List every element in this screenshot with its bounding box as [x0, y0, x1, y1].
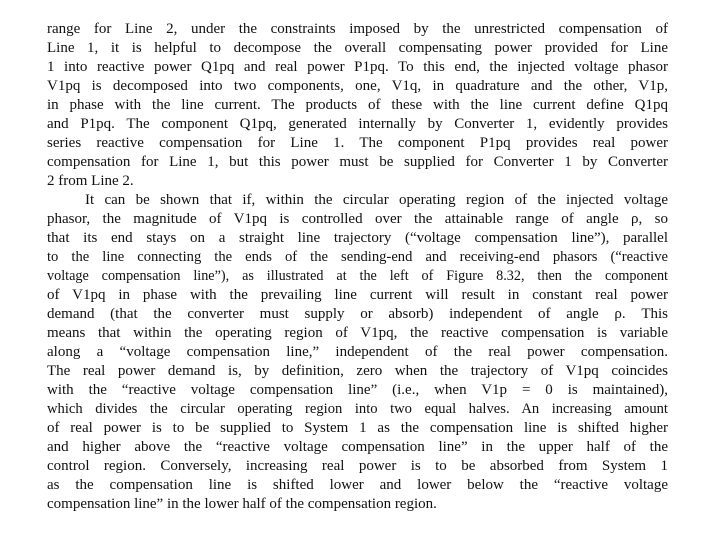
- text-line: as the compensation line is shifted lower and lower below the “reactive voltage: [47, 477, 668, 493]
- text-line: of V1pq in phase with the prevailing line current will result in constant real power: [47, 287, 668, 303]
- text-line: 1 into reactive power Q1pq and real power P1pq. To this end, the injected voltage phasor: [47, 59, 668, 75]
- text-line: phasor, the magnitude of V1pq is controlled over the attainable range of angle ρ, so: [47, 211, 668, 227]
- text-line: range for Line 2, under the constraints imposed by the unrestricted compensation of: [47, 21, 668, 37]
- text-line: Line 1, it is helpful to decompose the overall compensating power provided for Line: [47, 40, 668, 56]
- text-line: control region. Conversely, increasing real power is to be absorbed from System 1: [47, 458, 668, 474]
- text-line: compensation for Line 1, but this power must be supplied for Converter 1 by Converter: [47, 154, 668, 170]
- text-page: [47, 20, 668, 514]
- text-line: The real power demand is, by definition, zero when the trajectory of V1pq coincides: [47, 363, 668, 379]
- text-line: 2 from Line 2.: [47, 173, 134, 189]
- text-line: V1pq is decomposed into two components, one, V1q, in quadrature and the other, V1p,: [47, 78, 668, 94]
- text-line: series reactive compensation for Line 1. The component P1pq provides real power: [47, 135, 668, 151]
- text-line: It can be shown that if, within the circular operating region of the injected voltage: [85, 192, 668, 208]
- text-line: and higher above the “reactive voltage compensation line” in the upper half of the: [47, 439, 668, 455]
- text-line: of real power is to be supplied to System 1 as the compensation line is shifted higher: [47, 420, 668, 436]
- text-line: which divides the circular operating region into two equal halves. An increasing amount: [47, 401, 668, 417]
- text-line: along a “voltage compensation line,” independent of the real power compensation.: [47, 344, 668, 360]
- text-line: and P1pq. The component Q1pq, generated internally by Converter 1, evidently provides: [47, 116, 668, 132]
- text-line: means that within the operating region of V1pq, the reactive compensation is variable: [47, 325, 668, 341]
- text-line: with the “reactive voltage compensation line” (i.e., when V1p = 0 is maintained),: [47, 382, 668, 398]
- text-line: compensation line” in the lower half of the compensation region.: [47, 496, 437, 512]
- text-line: in phase with the line current. The products of these with the line current define Q1pq: [47, 97, 668, 113]
- text-line: voltage compensation line”), as illustrated at the left of Figure 8.32, then the component: [47, 268, 668, 284]
- text-line: to the line connecting the ends of the sending-end and receiving-end phasors (“reactive: [47, 249, 668, 265]
- text-line: that its end stays on a straight line trajectory (“voltage compensation line”), parallel: [47, 230, 668, 246]
- text-line: demand (that the converter must supply or absorb) independent of angle ρ. This: [47, 306, 668, 322]
